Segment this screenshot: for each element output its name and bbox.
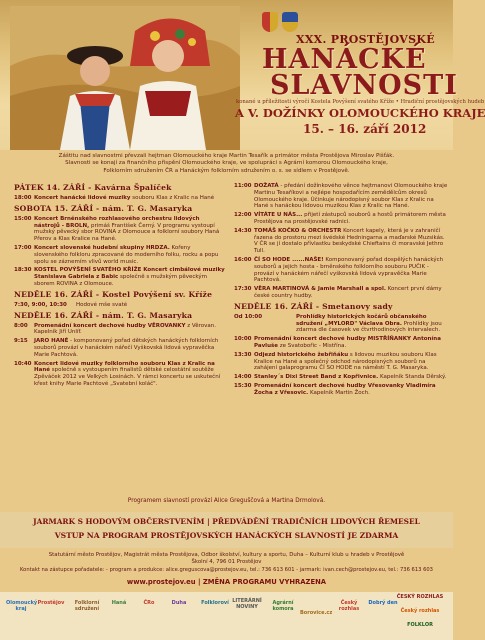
program-time: 10:00	[234, 336, 252, 343]
program-title: TOMÁŠ KOČKO & ORCHESTR	[254, 227, 342, 234]
program-item	[14, 267, 226, 287]
website-link[interactable]: www.prostejov.eu | ZMĚNA PROGRAMU VYHRAZENA	[126, 578, 327, 586]
program-description: ze Svatobořic - Mistřína.	[278, 342, 347, 349]
info-band	[0, 512, 453, 548]
sponsor-logo: Folklorní sdružení	[74, 600, 100, 612]
fair-line: JARMARK S HODOVÝM OBČERSTVENÍM | PŘEDVÁDĚNÍ TRADIČNÍCH LIDOVÝCH ŘEMESEL	[33, 517, 420, 526]
intro-line: Záštitu nad slavnostmi převzali hejtman Olomouckého kraje Martin Tesařík a primátor města Prostějova Miroslav Pišťák.	[58, 153, 395, 159]
program-text	[296, 314, 448, 334]
program-title: ČÍ SO HODE ......NAŠE!	[254, 256, 324, 263]
intro-line: Slavnosti se konají za finančního přispění Olomouckého kraje, ve spolupráci s Agrární komorou Olomouckého kraje,	[65, 160, 388, 167]
sponsor-logo: Dobrý den	[368, 600, 398, 606]
header	[0, 0, 485, 150]
program-item	[234, 314, 448, 334]
program-text	[34, 195, 226, 202]
program-item	[234, 383, 448, 397]
program-right-column	[234, 183, 448, 399]
program-text	[254, 286, 448, 300]
day-heading: SOBOTA 15. ZÁŘÍ - nám. T. G. Masaryka	[14, 203, 193, 213]
program-title: Stanley´s Dixi Street Band z Kopřivnice.	[254, 374, 379, 381]
program-time: 11:00	[234, 183, 252, 189]
program-title: KOSTEL POVÝŠENÍ SVATÉHO KŘÍŽE Koncert cimbálové muziky Stanislava Gabriela z Babic	[34, 267, 225, 281]
sponsor-logo: ČESKÝ ROZHLAS	[396, 594, 444, 600]
program-item	[14, 245, 226, 265]
program-text	[254, 183, 448, 210]
sponsor-logo: ČRo	[143, 600, 155, 606]
sponsor-logos	[0, 592, 453, 640]
program-title: Promenádní koncert dechové hudby VĚROVANKY	[34, 322, 186, 329]
program-item	[14, 195, 226, 202]
program-item	[14, 216, 226, 243]
program-time: 7:30, 9:00, 10:30	[14, 301, 67, 308]
festival-dates: 15. – 16. září 2012	[303, 122, 427, 136]
program-time: 14:00	[234, 374, 252, 381]
sponsor-logo: Český rozhlas	[338, 600, 360, 612]
program-time: 18:30	[14, 267, 32, 274]
program-description: přijetí zástupců souborů a hostů primátorem města Prostějova na prostějovské radnici.	[254, 212, 446, 225]
sponsor-logo: FOLKLOR	[407, 622, 433, 628]
program-text	[34, 361, 226, 388]
program-title: Koncert hanácké lidové muziky	[34, 195, 131, 201]
organizer-address: Školní 4, 796 01 Prostějov	[191, 559, 262, 565]
program-title: Odjezd historického žebřiňáku	[254, 351, 349, 358]
program-time: 8:00	[14, 322, 28, 329]
program-text	[254, 374, 448, 381]
day-heading: PÁTEK 14. ZÁŘÍ - Kavárna Špalíček	[14, 183, 172, 192]
program-text	[34, 338, 226, 358]
program-title: Promenádní koncert dechové hudby MISTŘÍŇANKY Antonína Pavluše	[254, 336, 441, 349]
program-title: Koncert Brněnského rozhlasového orchestru lidových nástrojů - BROLN,	[34, 215, 200, 229]
program-time: 12:00	[234, 212, 252, 219]
intro-text	[46, 153, 407, 175]
sponsor-logo: Český rozhlas	[400, 608, 440, 614]
program-text	[254, 212, 448, 226]
program-title: JARO HANÉ	[34, 338, 69, 345]
couple-photo	[10, 6, 240, 150]
festival-title-line1: HANÁCKÉ	[262, 44, 427, 75]
program-text	[254, 228, 448, 255]
program-item	[14, 323, 226, 337]
program-description: - předání dožínkového věnce hejtmanovi Olomouckého kraje Martinu Tesaříkovi a nejlépe hospodařícím zemědělcům okresů Olomouckého kraje. Účinkuje národopisný soubor Klas z Kralic na Hané s hanáckou lidovou muzikou Klas z Kralic na Hané.	[254, 183, 448, 210]
program-item	[234, 183, 448, 210]
program-text	[34, 216, 226, 243]
program-text	[34, 267, 226, 287]
program-description: Prohlídky jsou zdarma dle časovek ve čtvrthodinových intervalech.	[296, 320, 442, 334]
program-item	[234, 228, 448, 255]
sponsor-logo: Prostějov	[37, 600, 65, 606]
festival-subtitle: A V. DOŽÍNKY OLOMOUCKÉHO KRAJE	[235, 106, 485, 120]
program-item	[14, 361, 226, 388]
contact-line: Kontakt na zástupce pořadatele: - program a produkce: alice.greguscova@prostejov.eu, tel.: 736 613 601 - jarmark: ivan.cech@prostejov.eu, tel.: 736 613 603	[20, 567, 433, 573]
day-heading: NEDĚLE 16. ZÁŘÍ - Kostel Povýšení sv. Kříže	[14, 289, 213, 299]
program-title: Koncert lidové muziky folklorního souboru Klas z Kralic na Hané	[34, 360, 215, 374]
program-time: Od 10:00	[234, 313, 263, 320]
program-description: společně s vystoupením finalistů dětské celostátní soutěže Zpěváček 2012 ve Velkých Losinách. V rámci koncertu se uskuteční křest knihy Marie Pachtové „Svatební koláč".	[34, 367, 221, 387]
program-title: DOŽATÁ	[254, 183, 279, 189]
program-title: Koncert slovenské hudební skupiny HRDZA.	[34, 244, 170, 251]
program-text	[254, 336, 448, 350]
sponsor-logo: Folkloroví	[201, 600, 229, 606]
program-text	[76, 302, 226, 309]
program-time: 9:15	[14, 338, 28, 345]
festival-title-line2: SLAVNOSTI	[270, 70, 458, 101]
program-title: Promenádní koncert dechové hudby Vřesovanky Vladimíra Žocha z Vřesovic.	[254, 382, 436, 396]
program-description: - komponovaný pořad dětských hanáckých folklorních souborů provází v hanáckém nářečí Vyškovská lidová vypravěčka Marie Pachtová.	[34, 338, 219, 358]
program-item	[14, 338, 226, 358]
program-description: z Věrovan. Kapelník Jiří Unlíf.	[34, 322, 217, 336]
sponsor-logo: Olomoucký kraj	[6, 600, 38, 612]
program-left-column	[14, 183, 226, 390]
header-small-text: konané u příležitosti výročí Kostela Povýšení svatého Kříže • Hradiční prostějovských hudeb	[236, 99, 485, 105]
program-description: Kapelník Standa Děrský.	[378, 374, 447, 381]
program-item	[234, 374, 448, 381]
program-text	[34, 323, 226, 337]
festival-edition: XXX. PROSTĚJOVSKÉ	[296, 33, 435, 46]
program-item	[234, 336, 448, 350]
intro-line: Folklorním sdružením ČR a Hanáckým folklorním sdružením o. s. se sídlem v Prostějově.	[103, 167, 350, 174]
program-time: 14:30	[234, 227, 252, 234]
program-time: 18:00	[14, 195, 32, 201]
program-text	[254, 257, 448, 284]
program-time: 17:00	[14, 244, 32, 251]
program-title: Prohlídky historických kočárů občanského sdružení „MYLORD" Václava Obra.	[296, 313, 427, 327]
program-item	[234, 257, 448, 284]
program-time: 16:00	[234, 256, 252, 263]
hosts-note: Programem slavností provází Alice Greguščová a Martina Drmolová.	[127, 498, 326, 504]
sponsor-logo: Borovice.cz	[300, 610, 333, 616]
organizer-line: Statutární město Prostějov, Magistrát města Prostějova, Odbor školství, kultury a sportu, Duha – Kulturní klub u hradeb v Prostějově	[48, 552, 405, 558]
program-item	[234, 352, 448, 372]
program-title: VĚRA MARTINOVÁ & Jamie Marshall a spol.	[254, 286, 386, 293]
program-text	[34, 245, 226, 265]
program-description: Koncert kapely, která je v zahraničí řazena do prostoru mezi švédské Hedningarna a maďarské Muzsikás. V ČR se jí dostalo přívlastku beskydské Chieftains či moravské Jethro Tull.	[254, 227, 445, 255]
program-text	[254, 352, 448, 372]
program-description: souboru Klas z Kralic na Hané	[130, 195, 215, 201]
program-description: Kapelník Martin Žoch.	[308, 389, 370, 396]
sponsor-logo: Haná	[111, 600, 127, 606]
program-description: Koncert první dámy české country hudby.	[254, 286, 442, 299]
program-time: 17:30	[234, 286, 252, 293]
city-coat-of-arms-icon	[262, 12, 278, 32]
day-heading: NEDĚLE 16. ZÁŘÍ - nám. T. G. Masaryka	[14, 310, 193, 320]
program-time: 13:30	[234, 351, 252, 358]
program-description: s lidovou muzikou souboru Klas Kralice na Hané a společný odchod národopisných souborů na zahájení galaprogramu ČÍ SO HODE na náměstí T. G. Masaryka.	[254, 351, 437, 372]
free-entry-line: VSTUP NA PROGRAM PROSTĚJOVSKÝCH HANÁCKÝCH SLAVNOSTÍ JE ZDARMA	[54, 531, 399, 540]
program-time: 15:30	[234, 382, 252, 389]
program-description: společně s mužským pěveckým sborem ROVINA z Olomouce.	[34, 274, 208, 287]
program-text	[254, 383, 448, 397]
sponsor-logo: Agrární komora	[272, 600, 294, 612]
day-heading: NEDĚLE 16. ZÁŘÍ - Smetanovy sady	[234, 301, 393, 311]
program-item	[234, 212, 448, 226]
program-item	[14, 302, 226, 309]
program-time: 10:40	[14, 360, 32, 367]
organizer-info	[0, 552, 453, 566]
region-coat-of-arms-icon	[282, 12, 298, 32]
program-description: Kořeny slovenského folkloru zpracované do moderního folku, rocku a popu spolu se záznemím vlivů world music.	[34, 244, 219, 265]
sponsor-logo: LITERÁRNÍ NOVINY	[232, 598, 262, 610]
sponsor-logo: Duha	[171, 600, 187, 606]
program-item	[234, 286, 448, 300]
program-description: Komponovaný pořad dospělých hanáckých souborů a jejich hosta - brněnského folklorního souboru PUČIK - provází v hanáckém nářečí vyškovská lidová vypravěčka Marie Pachtová.	[254, 256, 444, 284]
program-time: 15:00	[14, 215, 32, 222]
program-description: Hodové mše svaté	[76, 301, 128, 308]
program-description: primáš František Černý. V programu vystoupí mužský pěvecký sbor ROVINA z Olomouce a folklorní soubory Haná Přerov a Klas Kralice na Hané.	[34, 222, 220, 243]
program-title: VÍTÁTE U NÁS...	[254, 212, 303, 219]
